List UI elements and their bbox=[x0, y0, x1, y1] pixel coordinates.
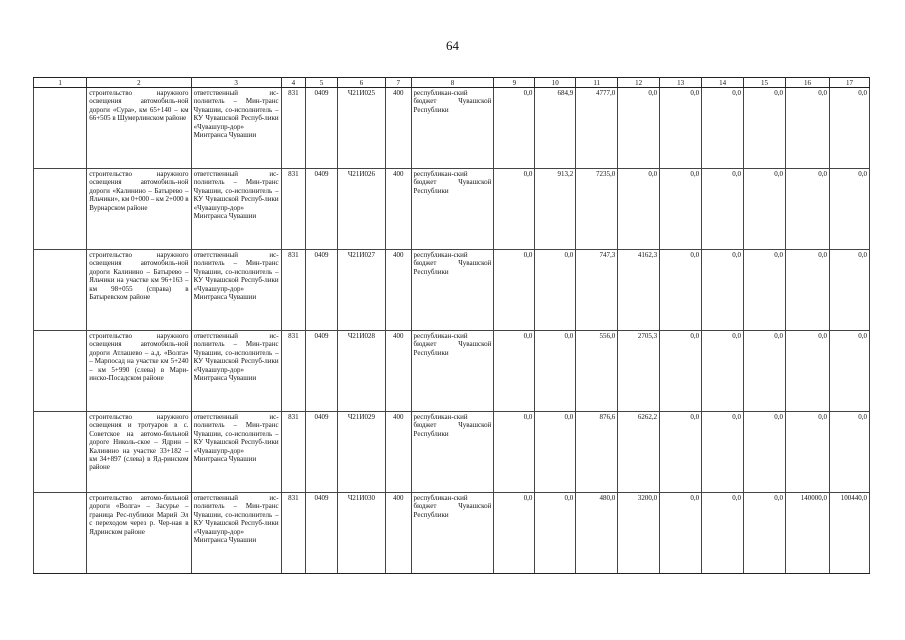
column-header: 11 bbox=[576, 78, 618, 88]
activity-name-cell: строительство наружного освещения и тротуаров в с. Советское на автомо-бильной дороге Николь-ское – Ядрин – Калинино на участке 33+182 – км 34+897 (слева) в Яд-ринском районе bbox=[87, 412, 191, 493]
value-cell: 0,0 bbox=[494, 88, 535, 169]
value-cell: 0,0 bbox=[744, 331, 786, 412]
value-cell: 0,0 bbox=[786, 331, 830, 412]
value-cell: 0,0 bbox=[494, 412, 535, 493]
value-cell: 0,0 bbox=[702, 169, 744, 250]
row-index-cell bbox=[34, 250, 87, 331]
column-header: 5 bbox=[306, 78, 338, 88]
value-cell: 0,0 bbox=[830, 250, 870, 331]
value-cell: 4162,3 bbox=[618, 250, 660, 331]
column-header: 1 bbox=[34, 78, 87, 88]
value-cell: 0,0 bbox=[535, 250, 576, 331]
activity-name-cell: строительство автомо-бильной дороги «Волга» – Засурье – граница Рес-публики Марий Эл с переходом через р. Чер-ная в Ядринском районе bbox=[87, 493, 191, 574]
section-code-cell: 0409 bbox=[306, 493, 338, 574]
column-header: 6 bbox=[337, 78, 385, 88]
value-cell: 0,0 bbox=[744, 250, 786, 331]
value-cell: 0,0 bbox=[494, 493, 535, 574]
target-article-cell: Ч21И027 bbox=[337, 250, 385, 331]
table-row bbox=[34, 88, 870, 169]
target-article-cell: Ч21И026 bbox=[337, 169, 385, 250]
column-header: 3 bbox=[191, 78, 281, 88]
column-header: 14 bbox=[702, 78, 744, 88]
funding-source-cell: республикан-ский бюджет Чувашской Республики bbox=[411, 331, 494, 412]
grbs-code-cell: 831 bbox=[281, 169, 306, 250]
column-header: 2 bbox=[87, 78, 191, 88]
value-cell: 0,0 bbox=[702, 250, 744, 331]
value-cell: 7235,0 bbox=[576, 169, 618, 250]
value-cell: 3200,0 bbox=[618, 493, 660, 574]
executor-cell: ответственный ис-полнитель – Мин-транс Чувашии, со-исполнитель – КУ Чувашской Респуб-лики «Чувашупр-дор» Минтранса Чувашии bbox=[191, 412, 281, 493]
row-index-cell bbox=[34, 88, 87, 169]
value-cell: 0,0 bbox=[494, 250, 535, 331]
value-cell: 0,0 bbox=[830, 331, 870, 412]
value-cell: 0,0 bbox=[702, 412, 744, 493]
value-cell: 0,0 bbox=[535, 493, 576, 574]
target-article-cell: Ч21И030 bbox=[337, 493, 385, 574]
column-header: 12 bbox=[618, 78, 660, 88]
value-cell: 0,0 bbox=[494, 169, 535, 250]
column-header: 10 bbox=[535, 78, 576, 88]
expense-type-cell: 400 bbox=[385, 331, 411, 412]
value-cell: 2705,3 bbox=[618, 331, 660, 412]
value-cell: 0,0 bbox=[618, 88, 660, 169]
grbs-code-cell: 831 bbox=[281, 88, 306, 169]
executor-cell: ответственный ис-полнитель – Мин-транс Чувашии, со-исполнитель – КУ Чувашской Респуб-лики «Чувашупр-дор» Минтранса Чувашии bbox=[191, 250, 281, 331]
column-header: 4 bbox=[281, 78, 306, 88]
section-code-cell: 0409 bbox=[306, 250, 338, 331]
value-cell: 913,2 bbox=[535, 169, 576, 250]
value-cell: 100440,0 bbox=[830, 493, 870, 574]
executor-cell: ответственный ис-полнитель – Мин-транс Чувашии, со-исполнитель – КУ Чувашской Респуб-лики «Чувашупр-дор» Минтранса Чувашии bbox=[191, 493, 281, 574]
expense-type-cell: 400 bbox=[385, 250, 411, 331]
row-index-cell bbox=[34, 412, 87, 493]
value-cell: 0,0 bbox=[744, 88, 786, 169]
executor-cell: ответственный ис-полнитель – Мин-транс Чувашии, со-исполнитель – КУ Чувашской Респуб-лики «Чувашупр-дор» Минтранса Чувашии bbox=[191, 169, 281, 250]
grbs-code-cell: 831 bbox=[281, 331, 306, 412]
funding-source-cell: республикан-ский бюджет Чувашской Республики bbox=[411, 88, 494, 169]
column-header: 7 bbox=[385, 78, 411, 88]
value-cell: 0,0 bbox=[660, 169, 702, 250]
funding-source-cell: республикан-ский бюджет Чувашской Республики bbox=[411, 493, 494, 574]
value-cell: 0,0 bbox=[660, 493, 702, 574]
section-code-cell: 0409 bbox=[306, 331, 338, 412]
value-cell: 876,6 bbox=[576, 412, 618, 493]
executor-cell: ответственный ис-полнитель – Мин-транс Чувашии, со-исполнитель – КУ Чувашской Респуб-лики «Чувашупр-дор» Минтранса Чувашии bbox=[191, 331, 281, 412]
row-index-cell bbox=[34, 331, 87, 412]
value-cell: 0,0 bbox=[786, 169, 830, 250]
funding-source-cell: республикан-ский бюджет Чувашской Республики bbox=[411, 412, 494, 493]
value-cell: 0,0 bbox=[786, 412, 830, 493]
column-header: 16 bbox=[786, 78, 830, 88]
funding-source-cell: республикан-ский бюджет Чувашской Республики bbox=[411, 169, 494, 250]
section-code-cell: 0409 bbox=[306, 412, 338, 493]
value-cell: 0,0 bbox=[618, 169, 660, 250]
value-cell: 0,0 bbox=[744, 493, 786, 574]
column-header: 9 bbox=[494, 78, 535, 88]
activity-name-cell: строительство наружного освещения автомобиль-ной дороги «Сура», км 65+140 – км 66+505 в Шумерлинском районе bbox=[87, 88, 191, 169]
value-cell: 0,0 bbox=[830, 169, 870, 250]
value-cell: 480,0 bbox=[576, 493, 618, 574]
table-row bbox=[34, 169, 870, 250]
value-cell: 0,0 bbox=[535, 331, 576, 412]
table-row bbox=[34, 331, 870, 412]
grbs-code-cell: 831 bbox=[281, 250, 306, 331]
value-cell: 0,0 bbox=[744, 412, 786, 493]
column-header: 15 bbox=[744, 78, 786, 88]
program-activities-table bbox=[33, 77, 870, 574]
value-cell: 684,9 bbox=[535, 88, 576, 169]
value-cell: 0,0 bbox=[494, 331, 535, 412]
value-cell: 0,0 bbox=[660, 331, 702, 412]
page-number: 64 bbox=[446, 38, 459, 53]
value-cell: 0,0 bbox=[660, 250, 702, 331]
column-header: 13 bbox=[660, 78, 702, 88]
grbs-code-cell: 831 bbox=[281, 412, 306, 493]
target-article-cell: Ч21И028 bbox=[337, 331, 385, 412]
grbs-code-cell: 831 bbox=[281, 493, 306, 574]
value-cell: 6262,2 bbox=[618, 412, 660, 493]
table-row bbox=[34, 493, 870, 574]
row-index-cell bbox=[34, 169, 87, 250]
value-cell: 747,3 bbox=[576, 250, 618, 331]
value-cell: 0,0 bbox=[830, 88, 870, 169]
table-row bbox=[34, 250, 870, 331]
section-code-cell: 0409 bbox=[306, 169, 338, 250]
value-cell: 0,0 bbox=[702, 493, 744, 574]
value-cell: 0,0 bbox=[830, 412, 870, 493]
column-number-header-row bbox=[34, 78, 870, 88]
activity-name-cell: строительство наружного освещения автомобиль-ной дороги «Калинино – Батырево – Яльчики», км 0+000 – км 2+000 в Вурнарском районе bbox=[87, 169, 191, 250]
section-code-cell: 0409 bbox=[306, 88, 338, 169]
expense-type-cell: 400 bbox=[385, 169, 411, 250]
value-cell: 140000,0 bbox=[786, 493, 830, 574]
column-header: 8 bbox=[411, 78, 494, 88]
value-cell: 0,0 bbox=[702, 88, 744, 169]
column-header: 17 bbox=[830, 78, 870, 88]
value-cell: 0,0 bbox=[786, 250, 830, 331]
row-index-cell bbox=[34, 493, 87, 574]
value-cell: 0,0 bbox=[660, 412, 702, 493]
activity-name-cell: строительство наружного освещения автомобиль-ной дороги Атлашево – а.д. «Волга» – Марпосад на участке км 5+240 – км 5+990 (слева) в Мари-инско-Посадском районе bbox=[87, 331, 191, 412]
value-cell: 0,0 bbox=[535, 412, 576, 493]
expense-type-cell: 400 bbox=[385, 493, 411, 574]
table-row bbox=[34, 412, 870, 493]
value-cell: 0,0 bbox=[786, 88, 830, 169]
activity-name-cell: строительство наружного освещения автомобиль-ной дороги Калинино – Батырево – Яльчики на участке км 96+163 – км 98+055 (справа) в Батыревском районе bbox=[87, 250, 191, 331]
funding-source-cell: республикан-ский бюджет Чувашской Республики bbox=[411, 250, 494, 331]
expense-type-cell: 400 bbox=[385, 88, 411, 169]
target-article-cell: Ч21И029 bbox=[337, 412, 385, 493]
target-article-cell: Ч21И025 bbox=[337, 88, 385, 169]
value-cell: 4777,0 bbox=[576, 88, 618, 169]
expense-type-cell: 400 bbox=[385, 412, 411, 493]
value-cell: 0,0 bbox=[702, 331, 744, 412]
value-cell: 556,0 bbox=[576, 331, 618, 412]
executor-cell: ответственный ис-полнитель – Мин-транс Чувашии, со-исполнитель – КУ Чувашской Респуб-лики «Чувашупр-дор» Минтранса Чувашии bbox=[191, 88, 281, 169]
value-cell: 0,0 bbox=[744, 169, 786, 250]
value-cell: 0,0 bbox=[660, 88, 702, 169]
